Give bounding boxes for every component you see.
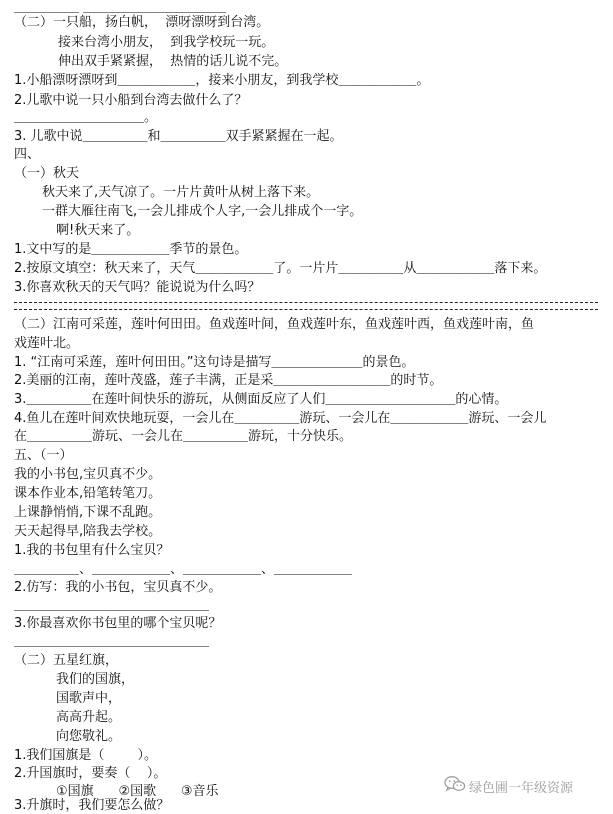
text-line: ＿＿＿＿＿＿＿＿＿＿。 (14, 110, 158, 125)
separator-line (14, 309, 598, 310)
wechat-logo-icon (444, 775, 469, 797)
text-line: 向您敬礼。 (56, 729, 122, 744)
text-line: 3.升旗时，我们要怎么做？ (14, 798, 170, 813)
answer-blank-line: ＿＿＿＿＿＿＿＿＿＿＿＿＿＿＿ (14, 634, 210, 649)
watermark (444, 775, 573, 797)
section-heading: 五、（一） (14, 448, 73, 463)
text-line: 2.美丽的江南，莲叶茂盛，莲子丰满，正是采＿＿＿＿＿＿＿＿＿的时节。 (14, 373, 443, 388)
text-line: 我们的国旗， (56, 672, 135, 687)
text-line: 3.＿＿＿＿＿在莲叶间快乐的游玩，从侧面反应了人们＿＿＿＿＿＿＿＿＿＿的心情。 (14, 392, 508, 407)
text-line: 天天起得早,陪我去学校。 (14, 524, 162, 539)
text-line: 伸出双手紧紧握， 热情的话儿说不完。 (58, 54, 288, 69)
text-line: 1.小船漂呀漂呀到＿＿＿＿＿＿，接来小朋友，到我学校＿＿＿＿＿＿。 (14, 73, 430, 88)
text-line: 1.我们国旗是（ ）。 (14, 748, 157, 763)
separator-line (14, 302, 598, 303)
text-line: （一）秋天 (14, 166, 80, 181)
text-line: （二）江南可采莲，莲叶何田田。鱼戏莲叶间，鱼戏莲叶东，鱼戏莲叶西，鱼戏莲叶南，鱼 (14, 317, 535, 332)
text-line: 在＿＿＿＿＿游玩、一会儿在＿＿＿＿＿游玩，十分快乐。 (14, 429, 353, 444)
answer-blank-line: ＿＿＿＿＿、＿＿＿＿＿＿、＿＿＿＿＿＿、＿＿＿＿＿＿ (14, 562, 353, 577)
text-line: 3. 儿歌中说＿＿＿＿＿和＿＿＿＿＿双手紧紧握在一起。 (14, 129, 343, 144)
text-line: 2.仿写：我的小书包，宝贝真不少。 (14, 580, 222, 595)
text-line: 2.按原文填空：秋天来了，天气＿＿＿＿＿＿了。一片片＿＿＿＿＿从＿＿＿＿＿＿落下来。 (14, 261, 547, 276)
text-line: 啊!秋天来了。 (56, 223, 140, 238)
text-line: 1. “江南可采莲，莲叶何田田。”这句诗是描写＿＿＿＿＿＿＿的景色。 (14, 355, 415, 370)
text-line: 3.你最喜欢你书包里的哪个宝贝呢？ (14, 616, 222, 631)
text-line: 一群大雁往南飞,一会儿排成个人字,一会儿排成个一字。 (42, 204, 363, 219)
answer-blank-line: ＿＿＿＿＿＿＿＿＿＿＿＿＿＿＿ (14, 598, 210, 613)
text-line: 3.你喜欢秋天的天气吗？能说说为什么吗？ (14, 280, 261, 295)
text-line: 1.我的书包里有什么宝贝？ (14, 543, 170, 558)
text-line: 高高升起。 (56, 710, 122, 725)
text-line: （二）五星红旗， (14, 653, 119, 668)
watermark-text: 绿色圃一年级资源 (469, 780, 574, 796)
text-line: 4.鱼儿在莲叶间欢快地玩耍，一会儿在＿＿＿＿＿游玩、一会儿在＿＿＿＿＿＿游玩、一会儿 (14, 411, 547, 426)
text-line: （二）一只船，扬白帆， 漂呀漂呀到台湾。 (14, 15, 270, 30)
text-line: 秋天来了,天气凉了。一片片黄叶从树上落下来。 (42, 185, 320, 200)
text-line: 课本作业本,铅笔转笔刀。 (14, 486, 162, 501)
text-line: 上课静悄悄,下课不乱跑。 (14, 505, 162, 520)
text-line: 国歌声中， (56, 691, 122, 706)
text-line: 2.儿歌中说一只小船到台湾去做什么了？ (14, 93, 248, 108)
text-line: 2.升国旗时，要奏（ ）。 (14, 766, 167, 781)
text-line: 戏莲叶北。 (14, 336, 80, 351)
text-line: 接来台湾小朋友， 到我学校玩一玩。 (58, 35, 275, 50)
text-line: 我的小书包,宝贝真不少。 (14, 467, 162, 482)
text-line: ①国旗 ②国歌 ③音乐 (56, 784, 219, 799)
text-line: 1.文中写的是＿＿＿＿＿＿季节的景色。 (14, 242, 248, 257)
text-line: ＿＿＿＿＿ ＿＿＿＿＿＿＿＿＿＿＿ (14, 0, 227, 15)
section-heading: 四、 (14, 147, 41, 162)
